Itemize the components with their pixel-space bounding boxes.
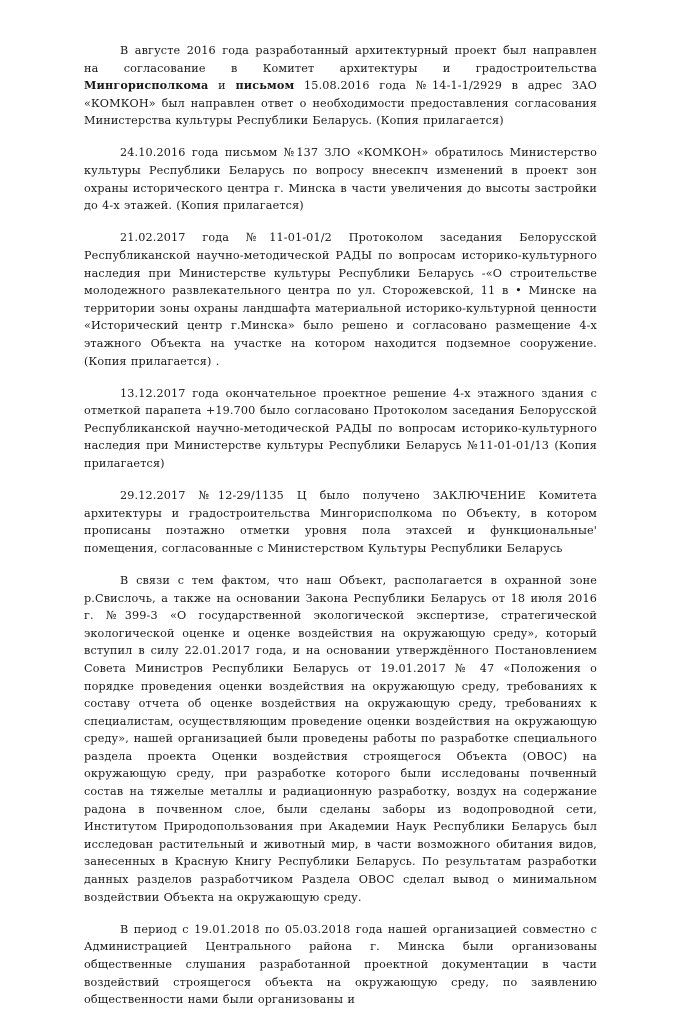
paragraph-2: 24.10.2016 года письмом №137 ЗЛО «КОМКОН» обратилось Министерство культуры Республики Беларусь по вопросу внесекпч изменений в проект зон охраны исторического центра г. Минска в части увеличения до высоты застройки до 4-х этажей. (Копия прилагается) — [84, 146, 597, 213]
paragraph-4: 13.12.2017 года окончательное проектное решение 4-х этажного здания с отметкой парапета +19.700 было согласовано Протоколом заседания Белорусской Республиканской научно-методической РАДЫ по вопросам историко-культурного наследия при Министерстве культуры Республики Беларусь №11-01-01/13 (Копия прилагается) — [84, 386, 597, 470]
paragraph-3: 21.02.2017 года №11-01-01/2 Протоколом заседания Белорусской Республиканской научно-методической РАДЫ по вопросам историко-культурного наследия при Министерстве культуры Республики Беларусь -«О строительстве молодежного развлекательного центра по ул. Сторожевской, 11 в • Минске на территории зоны охраны ландшафта материальной историко-культурной ценности «Исторический центр г.Минска» было решено и согласовано размещение 4-х этажного Объекта на участке на котором находится подземное сооружение. (Копия прилагается) . — [84, 231, 597, 368]
paragraph-1-text-b: и — [208, 79, 236, 93]
paragraph-1-text-a: В августе 2016 года разработанный архитектурный проект был направлен на согласование в Комитет архитектуры и градостроительства — [84, 44, 597, 75]
paragraph-1-bold-mingorispolkom: Мингорисполкома — [84, 78, 209, 93]
paragraph-1-text-c: 15.08.2016 года №14-1-1/2929 в адрес ЗАО «КОМКОН» был направлен ответ о необходимости предоставления согласования Министерства культуры Республики Беларусь. (Копия прилагается) — [84, 79, 597, 128]
paragraph-5: 29.12.2017 №12-29/1135 Ц было получено ЗАКЛЮЧЕНИЕ Комитета архитектуры и градостроительства Мингорисполкома по Объекту, в котором прописаны поэтажно отметки уровня пола этахсей и функциональные' помещения, согласованные с Министерством Культуры Республики Беларусь — [84, 489, 597, 555]
paragraph-7: В период с 19.01.2018 по 05.03.2018 года нашей организацией совместно с Администрацией Центрального района г. Минска были организованы общественные слушания разработанной проектной документации в части воздействий строящегося объекта на окружающую среду, по заявлению общественности нами были организованы и — [84, 922, 597, 1007]
paragraph-1-bold-letter: письмом — [235, 78, 295, 93]
paragraph-6: В связи с тем фактом, что наш Объект, располагается в охранной зоне р.Свислочь, а также на основании Закона Республики Беларусь от 18 июля 2016 г. №399-3 «О государственной экологической экспертизе, стратегической экологической оценке и оценке воздействия на окружающую среду», который вступил в силу 22.01.2017 года, и на основании утверждённого Постановлением Совета Министров Республики Беларусь от 19.01.2017 № 47 «Положения о порядке проведения оценки воздействия на окружающую среду, требованиях к составу отчета об оценке воздействия на окружающую среду, требованиях к специалистам, осуществляющим проведение оценки воздействия на окружающую среду», нашей организацией были проведены работы по разработке специального раздела проекта Оценки воздействия строящегося Объекта (ОВОС) на окружающую среду, при разработке которого были исследованы почвенный состав на тяжелые металлы и радиационную разработку, воздух на содержание радона в почвенном слое, были сделаны заборы из водопроводной сети, Институтом Природопользования при Академии Наук Республики Беларусь был исследован растительный и животный мир, в части возможного обитания видов, занесенных в Красную Книгу Республики Беларусь. По результатам разработки данных разделов разработчиком Раздела ОВОС сделал вывод о минимальном воздействии Объекта на окружающую среду. — [84, 573, 597, 904]
paragraph-1 — [84, 42, 597, 130]
